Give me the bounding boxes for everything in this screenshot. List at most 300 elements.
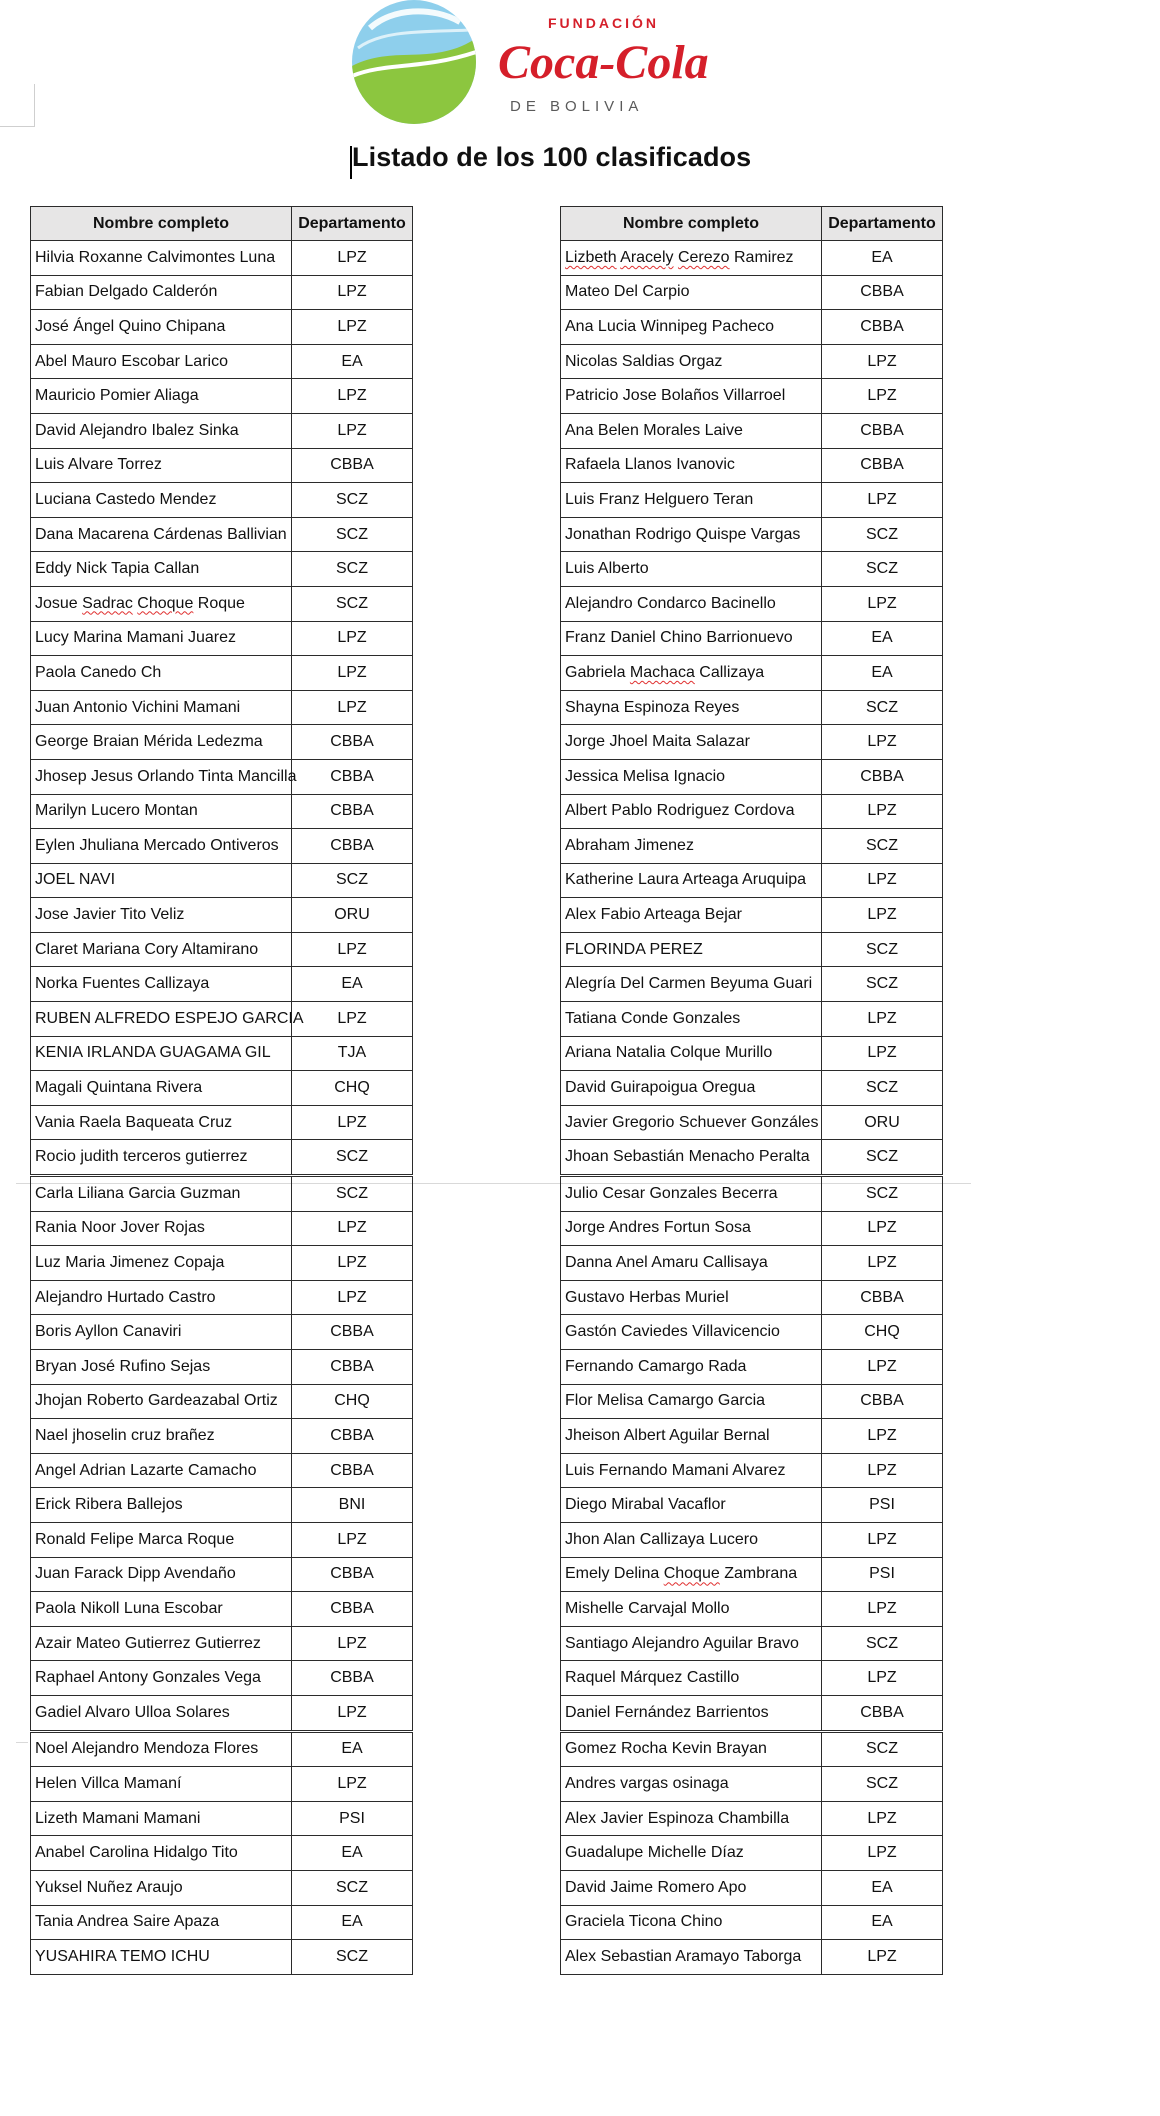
table-row bbox=[31, 1626, 413, 1661]
table-row bbox=[31, 1176, 413, 1212]
table-row bbox=[31, 1246, 413, 1281]
table-row bbox=[31, 379, 413, 414]
department-code[interactable]: LPZ bbox=[822, 1453, 943, 1488]
participant-name[interactable]: Shayna Espinoza Reyes bbox=[561, 690, 822, 725]
department-code[interactable]: CHQ bbox=[292, 1071, 413, 1106]
department-code[interactable]: EA bbox=[292, 1731, 413, 1767]
department-code[interactable]: CBBA bbox=[292, 759, 413, 794]
participant-name[interactable]: Yuksel Nuñez Araujo bbox=[31, 1870, 292, 1905]
participant-name[interactable]: Mishelle Carvajal Mollo bbox=[561, 1592, 822, 1627]
department-code[interactable]: LPZ bbox=[822, 1522, 943, 1557]
table-row bbox=[31, 1767, 413, 1802]
department-code[interactable]: LPZ bbox=[822, 344, 943, 379]
table-row bbox=[561, 1140, 943, 1176]
department-code[interactable]: LPZ bbox=[822, 1801, 943, 1836]
participant-name[interactable]: Patricio Jose Bolaños Villarroel bbox=[561, 379, 822, 414]
table-row bbox=[31, 1140, 413, 1176]
participant-name[interactable]: Jose Javier Tito Veliz bbox=[31, 898, 292, 933]
participant-name[interactable]: Lizbeth Aracely Cerezo Ramirez bbox=[561, 241, 822, 276]
page-break-line bbox=[16, 1742, 28, 1743]
participant-name[interactable]: Angel Adrian Lazarte Camacho bbox=[31, 1453, 292, 1488]
table-row bbox=[561, 794, 943, 829]
table-row bbox=[31, 1419, 413, 1454]
department-code[interactable]: LPZ bbox=[822, 1211, 943, 1246]
department-code[interactable]: CHQ bbox=[822, 1315, 943, 1350]
department-code[interactable]: LPZ bbox=[822, 379, 943, 414]
table-row bbox=[561, 552, 943, 587]
department-code[interactable]: LPZ bbox=[292, 690, 413, 725]
department-code[interactable]: LPZ bbox=[822, 1036, 943, 1071]
department-code[interactable]: CBBA bbox=[822, 1280, 943, 1315]
table-row bbox=[561, 656, 943, 691]
department-code[interactable]: CHQ bbox=[292, 1384, 413, 1419]
participant-name[interactable]: David Guirapoigua Oregua bbox=[561, 1071, 822, 1106]
participant-name[interactable]: Santiago Alejandro Aguilar Bravo bbox=[561, 1626, 822, 1661]
department-code[interactable]: PSI bbox=[822, 1557, 943, 1592]
table-row bbox=[561, 1592, 943, 1627]
participant-name[interactable]: Franz Daniel Chino Barrionuevo bbox=[561, 621, 822, 656]
table-row bbox=[31, 483, 413, 518]
participant-name[interactable]: Andres vargas osinaga bbox=[561, 1767, 822, 1802]
participant-name[interactable]: YUSAHIRA TEMO ICHU bbox=[31, 1940, 292, 1975]
participant-name[interactable]: Fabian Delgado Calderón bbox=[31, 275, 292, 310]
spellcheck-word: Lizbeth bbox=[565, 248, 617, 266]
participant-name[interactable]: Juan Antonio Vichini Mamani bbox=[31, 690, 292, 725]
department-code[interactable]: LPZ bbox=[822, 1350, 943, 1385]
participant-name[interactable]: Katherine Laura Arteaga Aruquipa bbox=[561, 863, 822, 898]
table-row bbox=[31, 1836, 413, 1871]
department-code[interactable]: LPZ bbox=[822, 1419, 943, 1454]
participant-name[interactable]: Rania Noor Jover Rojas bbox=[31, 1211, 292, 1246]
department-code[interactable]: EA bbox=[292, 967, 413, 1002]
participant-name[interactable]: David Jaime Romero Apo bbox=[561, 1870, 822, 1905]
department-code[interactable]: LPZ bbox=[292, 621, 413, 656]
department-code[interactable]: EA bbox=[292, 1836, 413, 1871]
participant-name[interactable]: Jorge Andres Fortun Sosa bbox=[561, 1211, 822, 1246]
table-row bbox=[561, 898, 943, 933]
logo-line1: FUNDACIÓN bbox=[548, 15, 659, 31]
table-row bbox=[561, 1661, 943, 1696]
participant-name[interactable]: Jessica Melisa Ignacio bbox=[561, 759, 822, 794]
participant-name[interactable]: Paola Nikoll Luna Escobar bbox=[31, 1592, 292, 1627]
table-row bbox=[561, 344, 943, 379]
department-code[interactable]: CBBA bbox=[822, 413, 943, 448]
participant-name[interactable]: Ana Lucia Winnipeg Pacheco bbox=[561, 310, 822, 345]
participant-name[interactable]: Albert Pablo Rodriguez Cordova bbox=[561, 794, 822, 829]
department-code[interactable]: LPZ bbox=[292, 1626, 413, 1661]
participant-name[interactable]: Graciela Ticona Chino bbox=[561, 1905, 822, 1940]
table-row bbox=[561, 1767, 943, 1802]
table-row bbox=[31, 1940, 413, 1975]
roster-body-right bbox=[561, 241, 943, 1975]
table-row bbox=[31, 1384, 413, 1419]
department-code[interactable]: EA bbox=[822, 1870, 943, 1905]
department-code[interactable]: SCZ bbox=[292, 863, 413, 898]
participant-name[interactable]: Lizeth Mamani Mamani bbox=[31, 1801, 292, 1836]
participant-name[interactable]: Luis Franz Helguero Teran bbox=[561, 483, 822, 518]
participant-name[interactable]: Nicolas Saldias Orgaz bbox=[561, 344, 822, 379]
participant-name[interactable]: Eylen Jhuliana Mercado Ontiveros bbox=[31, 829, 292, 864]
participant-name[interactable]: Alejandro Condarco Bacinello bbox=[561, 586, 822, 621]
table-row bbox=[561, 1176, 943, 1212]
table-row bbox=[561, 759, 943, 794]
table-row bbox=[31, 586, 413, 621]
table-row bbox=[31, 1731, 413, 1767]
department-code[interactable]: SCZ bbox=[822, 829, 943, 864]
participant-name[interactable]: Luis Alberto bbox=[561, 552, 822, 587]
table-row bbox=[31, 932, 413, 967]
participant-name[interactable]: Claret Mariana Cory Altamirano bbox=[31, 932, 292, 967]
participant-name[interactable]: Bryan José Rufino Sejas bbox=[31, 1350, 292, 1385]
participant-name[interactable]: Emely Delina Choque Zambrana bbox=[561, 1557, 822, 1592]
table-row bbox=[561, 1905, 943, 1940]
table-row bbox=[561, 621, 943, 656]
participant-name[interactable]: Gadiel Alvaro Ulloa Solares bbox=[31, 1695, 292, 1731]
participant-name[interactable]: Juan Farack Dipp Avendaño bbox=[31, 1557, 292, 1592]
participant-name[interactable]: Rafaela Llanos Ivanovic bbox=[561, 448, 822, 483]
department-code[interactable]: SCZ bbox=[822, 1176, 943, 1212]
participant-name[interactable]: Paola Canedo Ch bbox=[31, 656, 292, 691]
table-row bbox=[31, 1071, 413, 1106]
participant-name[interactable]: Javier Gregorio Schuever Gonzáles bbox=[561, 1105, 822, 1140]
table-header-row bbox=[561, 207, 943, 241]
table-row bbox=[561, 829, 943, 864]
department-code[interactable]: LPZ bbox=[822, 863, 943, 898]
department-code[interactable]: LPZ bbox=[292, 241, 413, 276]
participant-name[interactable]: David Alejandro Ibalez Sinka bbox=[31, 413, 292, 448]
department-code[interactable]: CBBA bbox=[292, 1661, 413, 1696]
participant-name[interactable]: Fernando Camargo Rada bbox=[561, 1350, 822, 1385]
department-code[interactable]: CBBA bbox=[822, 310, 943, 345]
department-code[interactable]: EA bbox=[822, 1905, 943, 1940]
department-code[interactable]: SCZ bbox=[292, 586, 413, 621]
table-row bbox=[31, 517, 413, 552]
logo-brand: Coca-Cola bbox=[498, 36, 709, 89]
department-code[interactable]: SCZ bbox=[822, 932, 943, 967]
department-code[interactable]: SCZ bbox=[292, 517, 413, 552]
participant-name[interactable]: RUBEN ALFREDO ESPEJO GARCIA bbox=[31, 1002, 292, 1037]
department-code[interactable]: SCZ bbox=[292, 1870, 413, 1905]
department-code[interactable]: CBBA bbox=[292, 1419, 413, 1454]
department-code[interactable]: EA bbox=[822, 241, 943, 276]
table-row bbox=[561, 1836, 943, 1871]
department-code[interactable]: CBBA bbox=[292, 1592, 413, 1627]
participant-name[interactable]: Magali Quintana Rivera bbox=[31, 1071, 292, 1106]
participant-name[interactable]: Daniel Fernández Barrientos bbox=[561, 1695, 822, 1731]
department-code[interactable]: SCZ bbox=[822, 552, 943, 587]
globe-icon bbox=[352, 0, 476, 124]
department-code[interactable]: LPZ bbox=[292, 413, 413, 448]
participant-name[interactable]: Gustavo Herbas Muriel bbox=[561, 1280, 822, 1315]
department-code[interactable]: LPZ bbox=[292, 1522, 413, 1557]
table-row bbox=[31, 759, 413, 794]
department-code[interactable]: CBBA bbox=[822, 275, 943, 310]
participant-name[interactable]: José Ángel Quino Chipana bbox=[31, 310, 292, 345]
participant-name[interactable]: Jhojan Roberto Gardeazabal Ortiz bbox=[31, 1384, 292, 1419]
participant-name[interactable]: Ronald Felipe Marca Roque bbox=[31, 1522, 292, 1557]
participant-name[interactable]: Luz Maria Jimenez Copaja bbox=[31, 1246, 292, 1281]
participant-name[interactable]: Jheison Albert Aguilar Bernal bbox=[561, 1419, 822, 1454]
department-code[interactable]: LPZ bbox=[292, 1695, 413, 1731]
spellcheck-word: Choque bbox=[137, 594, 194, 612]
table-row bbox=[561, 1071, 943, 1106]
department-code[interactable]: EA bbox=[292, 1905, 413, 1940]
participant-name[interactable]: Jhosep Jesus Orlando Tinta Mancilla bbox=[31, 759, 292, 794]
participant-name[interactable]: Anabel Carolina Hidalgo Tito bbox=[31, 1836, 292, 1871]
participant-name[interactable]: Marilyn Lucero Montan bbox=[31, 794, 292, 829]
department-code[interactable]: LPZ bbox=[292, 1211, 413, 1246]
department-code[interactable]: LPZ bbox=[822, 586, 943, 621]
table-row bbox=[561, 932, 943, 967]
margin-marker bbox=[0, 84, 35, 127]
participant-name[interactable]: Jhoan Sebastián Menacho Peralta bbox=[561, 1140, 822, 1176]
participant-name[interactable]: JOEL NAVI bbox=[31, 863, 292, 898]
table-row bbox=[31, 1488, 413, 1523]
department-code[interactable]: EA bbox=[822, 621, 943, 656]
table-row bbox=[31, 1557, 413, 1592]
participant-name[interactable]: Gastón Caviedes Villavicencio bbox=[561, 1315, 822, 1350]
department-code[interactable]: CBBA bbox=[292, 794, 413, 829]
department-code[interactable]: SCZ bbox=[292, 483, 413, 518]
participant-name[interactable]: Alex Fabio Arteaga Bejar bbox=[561, 898, 822, 933]
department-code[interactable]: SCZ bbox=[292, 552, 413, 587]
department-code[interactable]: SCZ bbox=[822, 517, 943, 552]
column-header-dept: Departamento bbox=[822, 207, 943, 241]
table-row bbox=[31, 656, 413, 691]
table-row bbox=[31, 344, 413, 379]
table-row bbox=[561, 1384, 943, 1419]
participant-name[interactable]: Luciana Castedo Mendez bbox=[31, 483, 292, 518]
department-code[interactable]: LPZ bbox=[822, 1592, 943, 1627]
department-code[interactable]: LPZ bbox=[292, 1246, 413, 1281]
department-code[interactable]: CBBA bbox=[292, 725, 413, 760]
department-code[interactable]: LPZ bbox=[822, 1940, 943, 1975]
department-code[interactable]: SCZ bbox=[822, 1626, 943, 1661]
department-code[interactable]: SCZ bbox=[822, 1071, 943, 1106]
participant-name[interactable]: Erick Ribera Ballejos bbox=[31, 1488, 292, 1523]
table-row bbox=[561, 310, 943, 345]
department-code[interactable]: SCZ bbox=[292, 1940, 413, 1975]
table-row bbox=[31, 275, 413, 310]
department-code[interactable]: LPZ bbox=[292, 1002, 413, 1037]
participant-name[interactable]: Helen Villca Mamaní bbox=[31, 1767, 292, 1802]
department-code[interactable]: CBBA bbox=[822, 1384, 943, 1419]
department-code[interactable]: CBBA bbox=[822, 759, 943, 794]
participant-name[interactable]: Nael jhoselin cruz brañez bbox=[31, 1419, 292, 1454]
department-code[interactable]: SCZ bbox=[292, 1176, 413, 1212]
department-code[interactable]: LPZ bbox=[822, 1661, 943, 1696]
table-row bbox=[561, 483, 943, 518]
participant-name[interactable]: Flor Melisa Camargo Garcia bbox=[561, 1384, 822, 1419]
department-code[interactable]: SCZ bbox=[822, 1731, 943, 1767]
table-row bbox=[31, 621, 413, 656]
table-row bbox=[561, 448, 943, 483]
participant-name[interactable]: Rocio judith terceros gutierrez bbox=[31, 1140, 292, 1176]
participant-name[interactable]: Lucy Marina Mamani Juarez bbox=[31, 621, 292, 656]
participant-name[interactable]: Raquel Márquez Castillo bbox=[561, 1661, 822, 1696]
table-row bbox=[31, 898, 413, 933]
table-row bbox=[561, 1315, 943, 1350]
table-row bbox=[561, 1350, 943, 1385]
table-row bbox=[561, 863, 943, 898]
department-code[interactable]: SCZ bbox=[822, 967, 943, 1002]
participant-name[interactable]: Gomez Rocha Kevin Brayan bbox=[561, 1731, 822, 1767]
table-row bbox=[31, 794, 413, 829]
table-row bbox=[31, 310, 413, 345]
department-code[interactable]: LPZ bbox=[292, 932, 413, 967]
table-row bbox=[31, 725, 413, 760]
participant-name[interactable]: FLORINDA PEREZ bbox=[561, 932, 822, 967]
spellcheck-word: Machaca bbox=[629, 663, 695, 681]
table-row bbox=[31, 1105, 413, 1140]
participant-name[interactable]: Tatiana Conde Gonzales bbox=[561, 1002, 822, 1037]
participant-name[interactable]: Raphael Antony Gonzales Vega bbox=[31, 1661, 292, 1696]
department-code[interactable]: PSI bbox=[822, 1488, 943, 1523]
roster-body-left bbox=[31, 241, 413, 1975]
department-code[interactable]: SCZ bbox=[822, 1140, 943, 1176]
table-row bbox=[561, 1626, 943, 1661]
department-code[interactable]: ORU bbox=[292, 898, 413, 933]
table-row bbox=[561, 1419, 943, 1454]
department-code[interactable]: CBBA bbox=[292, 1453, 413, 1488]
participant-name[interactable]: Hilvia Roxanne Calvimontes Luna bbox=[31, 241, 292, 276]
participant-name[interactable]: Alex Javier Espinoza Chambilla bbox=[561, 1801, 822, 1836]
department-code[interactable]: LPZ bbox=[292, 656, 413, 691]
participant-name[interactable]: Boris Ayllon Canaviri bbox=[31, 1315, 292, 1350]
participant-name[interactable]: Mateo Del Carpio bbox=[561, 275, 822, 310]
participant-name[interactable]: Gabriela Machaca Callizaya bbox=[561, 656, 822, 691]
department-code[interactable]: SCZ bbox=[822, 690, 943, 725]
participant-name[interactable]: Guadalupe Michelle Díaz bbox=[561, 1836, 822, 1871]
table-row bbox=[561, 586, 943, 621]
department-code[interactable]: ORU bbox=[822, 1105, 943, 1140]
department-code[interactable]: CBBA bbox=[292, 1315, 413, 1350]
department-code[interactable]: CBBA bbox=[822, 448, 943, 483]
participant-name[interactable]: Jhon Alan Callizaya Lucero bbox=[561, 1522, 822, 1557]
participant-name[interactable]: Luis Fernando Mamani Alvarez bbox=[561, 1453, 822, 1488]
table-row bbox=[31, 1350, 413, 1385]
department-code[interactable]: LPZ bbox=[292, 1767, 413, 1802]
department-code[interactable]: LPZ bbox=[292, 310, 413, 345]
department-code[interactable]: CBBA bbox=[292, 1350, 413, 1385]
participant-name[interactable]: Josue Sadrac Choque Roque bbox=[31, 586, 292, 621]
department-code[interactable]: TJA bbox=[292, 1036, 413, 1071]
participant-name[interactable]: Ariana Natalia Colque Murillo bbox=[561, 1036, 822, 1071]
participant-name[interactable]: Eddy Nick Tapia Callan bbox=[31, 552, 292, 587]
participant-name[interactable]: Abel Mauro Escobar Larico bbox=[31, 344, 292, 379]
participant-name[interactable]: Tania Andrea Saire Apaza bbox=[31, 1905, 292, 1940]
participant-name[interactable]: Noel Alejandro Mendoza Flores bbox=[31, 1731, 292, 1767]
participant-name[interactable]: Diego Mirabal Vacaflor bbox=[561, 1488, 822, 1523]
department-code[interactable]: LPZ bbox=[292, 1280, 413, 1315]
participant-name[interactable]: Alegría Del Carmen Beyuma Guari bbox=[561, 967, 822, 1002]
page-title[interactable]: Listado de los 100 clasificados bbox=[352, 142, 752, 172]
table-row bbox=[31, 1453, 413, 1488]
participant-name[interactable]: Dana Macarena Cárdenas Ballivian bbox=[31, 517, 292, 552]
column-header-name: Nombre completo bbox=[561, 207, 822, 241]
department-code[interactable]: LPZ bbox=[822, 1002, 943, 1037]
table-row bbox=[31, 1661, 413, 1696]
department-code[interactable]: EA bbox=[822, 656, 943, 691]
participant-name[interactable]: George Braian Mérida Ledezma bbox=[31, 725, 292, 760]
participant-name[interactable]: Norka Fuentes Callizaya bbox=[31, 967, 292, 1002]
table-row bbox=[561, 1731, 943, 1767]
department-code[interactable]: LPZ bbox=[292, 379, 413, 414]
table-row bbox=[561, 241, 943, 276]
department-code[interactable]: CBBA bbox=[822, 1695, 943, 1731]
table-row bbox=[31, 552, 413, 587]
table-row bbox=[561, 967, 943, 1002]
department-code[interactable]: LPZ bbox=[822, 725, 943, 760]
logo-graphic bbox=[352, 0, 709, 124]
department-code[interactable]: LPZ bbox=[822, 898, 943, 933]
table-row bbox=[561, 1280, 943, 1315]
department-code[interactable]: LPZ bbox=[822, 1246, 943, 1281]
department-code[interactable]: EA bbox=[292, 344, 413, 379]
participant-name[interactable]: Jorge Jhoel Maita Salazar bbox=[561, 725, 822, 760]
department-code[interactable]: LPZ bbox=[292, 275, 413, 310]
table-row bbox=[561, 1246, 943, 1281]
table-row bbox=[31, 863, 413, 898]
logo-line3: DE BOLIVIA bbox=[510, 98, 644, 115]
table-row bbox=[561, 379, 943, 414]
table-row bbox=[561, 690, 943, 725]
participant-name[interactable]: Julio Cesar Gonzales Becerra bbox=[561, 1176, 822, 1212]
table-row bbox=[31, 1592, 413, 1627]
department-code[interactable]: CBBA bbox=[292, 829, 413, 864]
participant-name[interactable]: Azair Mateo Gutierrez Gutierrez bbox=[31, 1626, 292, 1661]
department-code[interactable]: CBBA bbox=[292, 448, 413, 483]
table-row bbox=[561, 1036, 943, 1071]
department-code[interactable]: LPZ bbox=[822, 794, 943, 829]
table-row bbox=[31, 1905, 413, 1940]
department-code[interactable]: LPZ bbox=[822, 1836, 943, 1871]
participant-name[interactable]: Ana Belen Morales Laive bbox=[561, 413, 822, 448]
participant-name[interactable]: Luis Alvare Torrez bbox=[31, 448, 292, 483]
table-row bbox=[31, 1036, 413, 1071]
participant-name[interactable]: Danna Anel Amaru Callisaya bbox=[561, 1246, 822, 1281]
spellcheck-word: Choque bbox=[663, 1565, 720, 1583]
department-code[interactable]: CBBA bbox=[292, 1557, 413, 1592]
participant-name[interactable]: Vania Raela Baqueata Cruz bbox=[31, 1105, 292, 1140]
participant-name[interactable]: Abraham Jimenez bbox=[561, 829, 822, 864]
participant-name[interactable]: Jonathan Rodrigo Quispe Vargas bbox=[561, 517, 822, 552]
department-code[interactable]: SCZ bbox=[292, 1140, 413, 1176]
participant-name[interactable]: Carla Liliana Garcia Guzman bbox=[31, 1176, 292, 1212]
department-code[interactable]: LPZ bbox=[822, 483, 943, 518]
department-code[interactable]: SCZ bbox=[822, 1767, 943, 1802]
department-code[interactable]: LPZ bbox=[292, 1105, 413, 1140]
table-row bbox=[561, 1557, 943, 1592]
table-row bbox=[561, 1453, 943, 1488]
table-row bbox=[31, 413, 413, 448]
participant-name[interactable]: Alex Sebastian Aramayo Taborga bbox=[561, 1940, 822, 1975]
participant-name[interactable]: KENIA IRLANDA GUAGAMA GIL bbox=[31, 1036, 292, 1071]
participant-name[interactable]: Alejandro Hurtado Castro bbox=[31, 1280, 292, 1315]
table-row bbox=[31, 448, 413, 483]
table-row bbox=[561, 1488, 943, 1523]
table-row bbox=[561, 1002, 943, 1037]
department-code[interactable]: BNI bbox=[292, 1488, 413, 1523]
table-row bbox=[31, 1522, 413, 1557]
foundation-logo bbox=[352, 0, 709, 124]
participant-name[interactable]: Mauricio Pomier Aliaga bbox=[31, 379, 292, 414]
table-row bbox=[31, 1801, 413, 1836]
table-row bbox=[31, 1315, 413, 1350]
department-code[interactable]: PSI bbox=[292, 1801, 413, 1836]
table-header-row bbox=[31, 207, 413, 241]
table-row bbox=[561, 725, 943, 760]
